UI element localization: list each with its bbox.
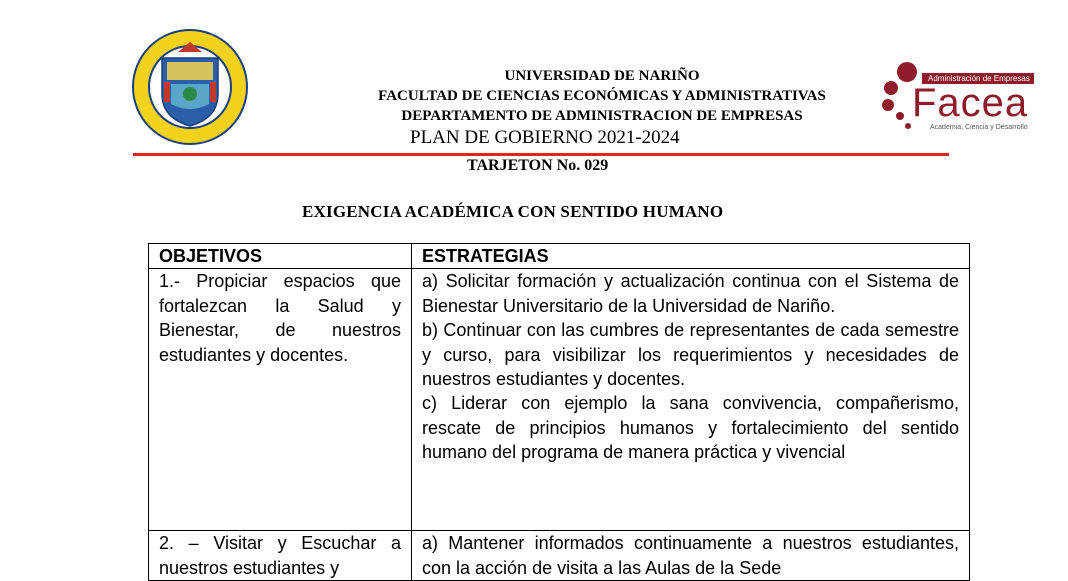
- objective-cell: 1.- Propiciar espacios que fortalezcan la Salud y Bienestar, de nuestros estudiantes y docentes.: [149, 269, 412, 531]
- table-row: [149, 269, 970, 531]
- strategy-item: b) Continuar con las cumbres de representantes de cada semestre y curso, para visibilizar los requerimientos y necesidades de nuestros estudiantes y docentes.: [422, 320, 959, 390]
- tarjeton-number: TARJETON No. 029: [467, 157, 609, 170]
- faculty-name: FACULTAD DE CIENCIAS ECONÓMICAS Y ADMINISTRATIVAS: [378, 88, 826, 104]
- plan-table: [148, 243, 970, 581]
- column-header-estrategias: ESTRATEGIAS: [412, 244, 970, 269]
- table-row: [149, 531, 970, 581]
- department-name: DEPARTAMENTO DE ADMINISTRACION DE EMPRESAS: [401, 108, 803, 124]
- facea-logo-tagline: Academia, Ciencia y Desarrollo: [930, 124, 1028, 131]
- university-name: UNIVERSIDAD DE NARIÑO: [504, 68, 700, 84]
- strategy-item: a) Solicitar formación y actualización continua con el Sistema de Bienestar Universitario de la Universidad de Nariño.: [422, 271, 959, 316]
- strategies-cell: [412, 269, 970, 531]
- facea-logo-word: Facea: [912, 81, 1029, 125]
- facea-logo-band: Administración de Empresas: [922, 73, 1034, 84]
- column-header-objetivos: OBJETIVOS: [149, 244, 412, 269]
- section-title: EXIGENCIA ACADÉMICA CON SENTIDO HUMANO: [302, 202, 724, 221]
- strategy-item: a) Mantener informados continuamente a nuestros estudiantes, con la acción de visita a las Aulas de la Sede: [422, 533, 959, 578]
- table-header-row: [149, 244, 970, 269]
- plan-title: PLAN DE GOBIERNO 2021-2024: [410, 127, 680, 148]
- strategy-item: c) Liderar con ejemplo la sana convivencia, compañerismo, rescate de principios humanos y fortalecimiento del sentido humano del programa de manera práctica y vivencial: [422, 393, 959, 463]
- facea-logo: [878, 60, 1044, 136]
- university-seal-logo: [131, 28, 249, 146]
- strategies-cell: [412, 531, 970, 581]
- objective-cell: 2. – Visitar y Escuchar a nuestros estudiantes y: [149, 531, 412, 581]
